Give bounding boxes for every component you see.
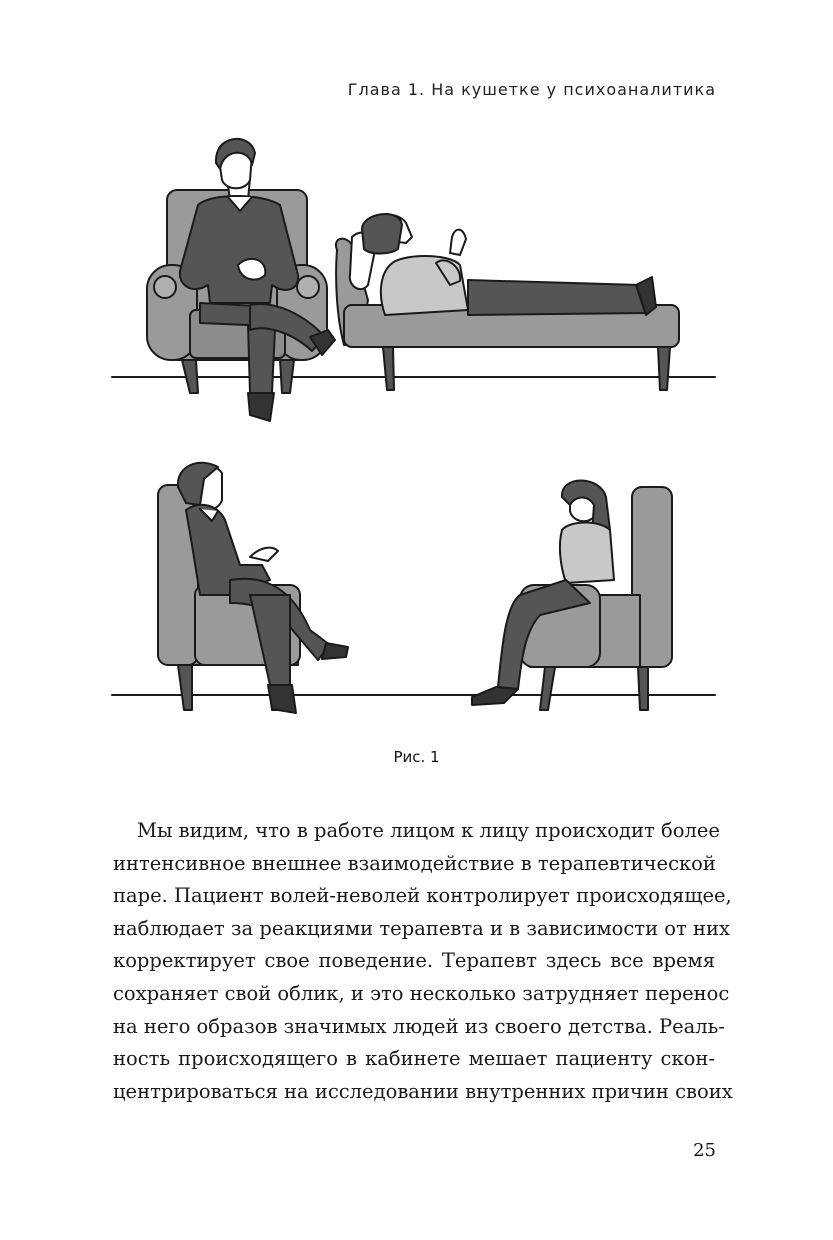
patient-lying-figure (350, 214, 656, 315)
figure-caption: Рис. 1 (393, 748, 440, 766)
paragraph-line: паре. Пациент волей-неволей контролирует происходящее, (113, 884, 732, 908)
paragraph-line: сохраняет свой облик, и это несколько затрудняет перенос (113, 981, 730, 1005)
top-scene (112, 139, 715, 421)
paragraph-line: на него образов значимых людей из своего детства. Реаль- (113, 1014, 725, 1038)
paragraph-line: интенсивное внешнее взаимодействие в терапевтической (113, 851, 716, 875)
page-number: 25 (693, 1140, 716, 1161)
paragraph-line: Мы видим, что в работе лицом к лицу происходит более (137, 819, 720, 842)
paragraph-line: корректирует свое поведение. Терапевт здесь все время (113, 949, 715, 973)
paragraph-line: ность происходящего в кабинете мешает пациенту скон- (113, 1047, 715, 1071)
therapist-figure (178, 463, 348, 713)
paragraph-line: центрироваться на исследовании внутренних причин своих (113, 1079, 733, 1103)
running-head: Глава 1. На кушетке у психоаналитика (347, 80, 716, 99)
body-paragraph (113, 815, 733, 1108)
bottom-scene (112, 463, 715, 713)
paragraph-line: наблюдает за реакциями терапевта и в зависимости от них (113, 916, 731, 940)
figure-illustration (100, 125, 740, 725)
